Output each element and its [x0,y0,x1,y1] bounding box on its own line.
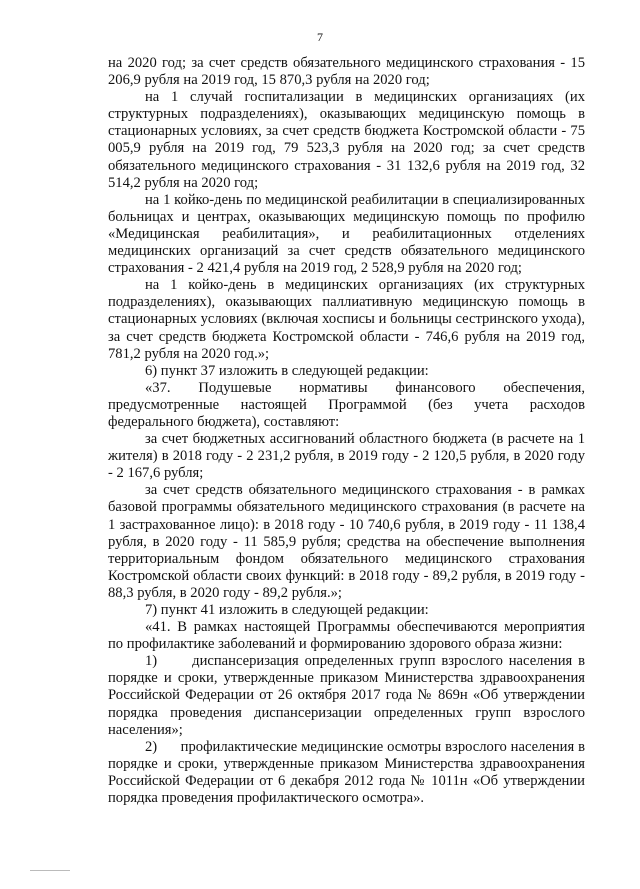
document-body [108,55,585,807]
paragraph-insurance: за счет средств обязательного медицинского страхования - в рамках базовой программы обязательного медицинского страхования (в расчете на 1 застрахованное лицо): в 2018 году - 10 740,6 рубля, в 2019 году - 11 138,4 рубля, в 2020 году - 11 585,9 рубля; средства на обеспечение выполнения территориальным фондом обязательного медицинского страхования Костромской области своих функций: в 2018 году - 89,2 рубля, в 2019 году - 88,3 рубля, в 2020 году - 89,2 рубля.»; [108,482,585,601]
paragraph-point-41: «41. В рамках настоящей Программы обеспечиваются мероприятия по профилактике заболеваний и формированию здорового образа жизни: [108,619,585,653]
paragraph-continuation: на 2020 год; за счет средств обязательного медицинского страхования - 15 206,9 рубля на 2019 год, 15 870,3 рубля на 2020 год; [108,55,585,89]
page-number: 7 [317,30,323,44]
paragraph-rehabilitation: на 1 койко-день по медицинской реабилитации в специализированных больницах и центрах, оказывающих медицинскую помощь по профилю «Медицинская реабилитация», и реабилитационных отделениях медицинских организаций за счет средств обязательного медицинского страхования - 2 421,4 рубля на 2019 год, 2 528,9 рубля на 2020 год; [108,191,585,277]
paragraph-list-item-2: 2) профилактические медицинские осмотры взрослого населения в порядке и сроки, утвержденные приказом Министерства здравоохранения Российской Федерации от 6 декабря 2012 года № 1011н «Об утверждении порядка проведения профилактического осмотра». [108,738,585,807]
footer-mark [30,870,70,871]
paragraph-list-item-1: 1) диспансеризация определенных групп взрослого населения в порядке и сроки, утвержденные приказом Министерства здравоохранения Российской Федерации от 26 октября 2017 года № 869н «Об утверждении порядка проведения диспансеризации определенных групп взрослого населения»; [108,653,585,738]
paragraph-item-6: 6) пункт 37 изложить в следующей редакции: [145,362,429,379]
paragraph-point-37: «37. Подушевые нормативы финансового обеспечения, предусмотренные настоящей Программой (без учета расходов федерального бюджета), составляют: [108,379,585,430]
paragraph-regional-budget: за счет бюджетных ассигнований областного бюджета (в расчете на 1 жителя) в 2018 году - 2 231,2 рубля, в 2019 году - 2 120,5 рубля, в 2020 году - 2 167,6 рубля; [108,431,585,482]
paragraph-hospitalization: на 1 случай госпитализации в медицинских организациях (их структурных подразделениях), оказывающих медицинскую помощь в стационарных условиях, за счет средств бюджета Костромской области - 75 005,9 рубля на 2019 год, 79 523,3 рубля на 2020 год; за счет средств обязательного медицинского страхования - 31 132,6 рубля на 2019 год, 32 514,2 рубля на 2020 год; [108,89,585,191]
paragraph-item-7: 7) пункт 41 изложить в следующей редакции: [145,602,429,618]
paragraph-palliative: на 1 койко-день в медицинских организациях (их структурных подразделениях), оказывающих паллиативную медицинскую помощь в стационарных условиях (включая хосписы и больницы сестринского ухода), за счет средств бюджета Костромской области - 746,6 рубля на 2019 год, 781,2 рубля на 2020 год.»; [108,277,585,362]
